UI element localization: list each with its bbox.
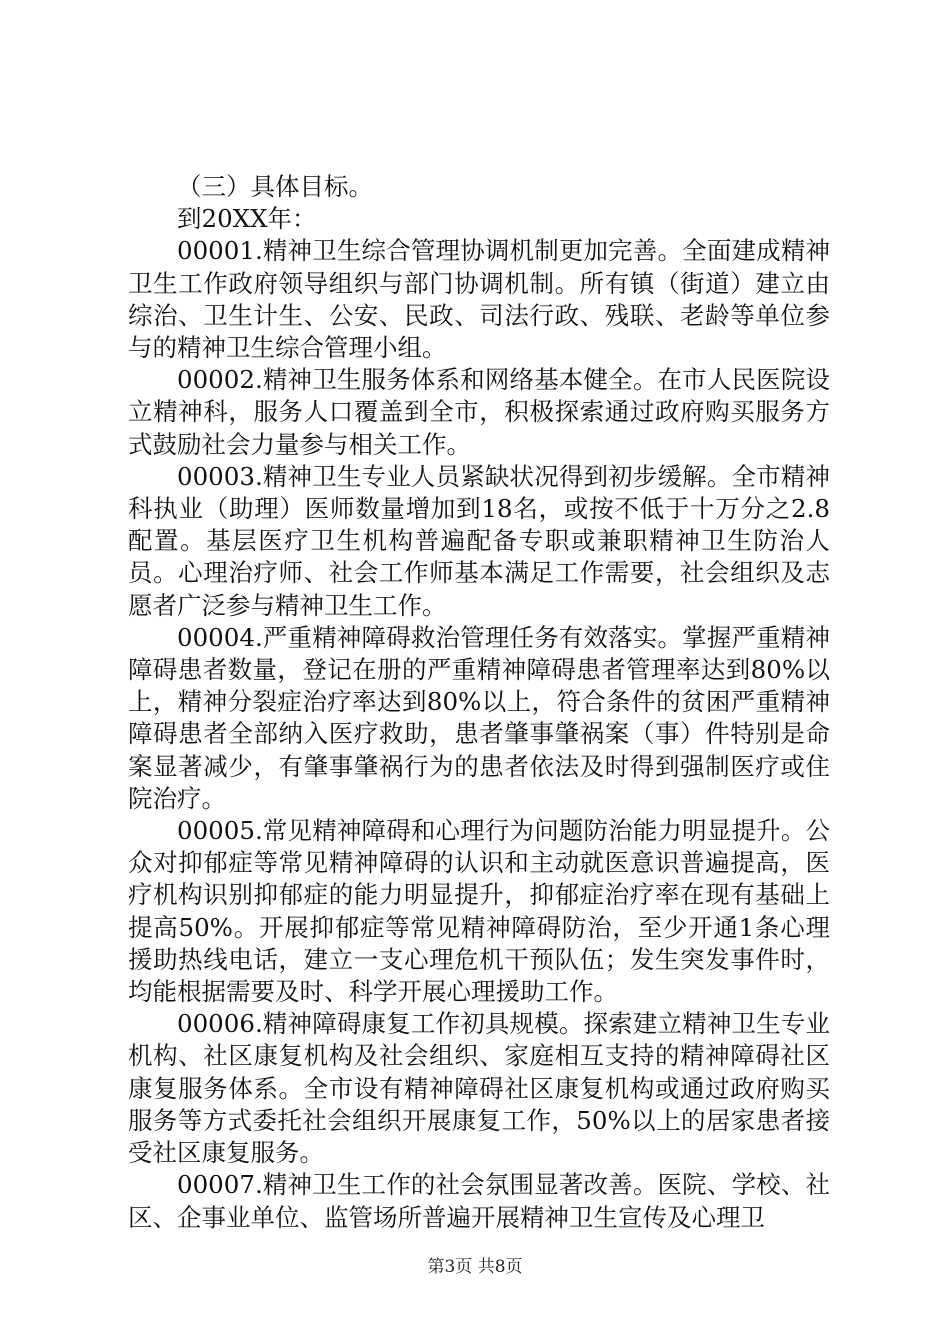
goal-paragraph-7: 00007.精神卫生工作的社会氛围显著改善。医院、学校、社区、企事业单位、监管场所普遍开展精神卫生宣传及心理卫 (128, 1170, 830, 1232)
document-body (128, 171, 830, 1234)
goal-paragraph-5: 00005.常见精神障碍和心理行为问题防治能力明显提升。公众对抑郁症等常见精神障碍的认识和主动就医意识普遍提高，医疗机构识别抑郁症的能力明显提升，抑郁症治疗率在现有基础上提高50%。开展抑郁症等常见精神障碍防治，至少开通1条心理援助热线电话，建立一支心理危机干预队伍；发生突发事件时，均能根据需要及时、科学开展心理援助工作。 (128, 816, 830, 1007)
goal-paragraph-2: 00002.精神卫生服务体系和网络基本健全。在市人民医院设立精神科，服务人口覆盖到全市，积极探索通过政府购买服务方式鼓励社会力量参与相关工作。 (128, 365, 830, 459)
year-line: 到20XX年： (177, 204, 317, 234)
goal-paragraph-1: 00001.精神卫生综合管理协调机制更加完善。全面建成精神卫生工作政府领导组织与部门协调机制。所有镇（街道）建立由综治、卫生计生、公安、民政、司法行政、残联、老龄等单位参与的精神卫生综合管理小组。 (128, 236, 830, 363)
goal-paragraph-4: 00004.严重精神障碍救治管理任务有效落实。掌握严重精神障碍患者数量，登记在册的严重精神障碍患者管理率达到80%以上，精神分裂症治疗率达到80%以上，符合条件的贫困严重精神障碍患者全部纳入医疗救助，患者肇事肇祸案（事）件特别是命案显著减少，有肇事肇祸行为的患者依法及时得到强制医疗或住院治疗。 (128, 622, 830, 813)
page-number-footer: 第3页 共8页 (427, 1257, 523, 1277)
goal-paragraph-3: 00003.精神卫生专业人员紧缺状况得到初步缓解。全市精神科执业（助理）医师数量增加到18名，或按不低于十万分之2.8配置。基层医疗卫生机构普遍配备专职或兼职精神卫生防治人员。心理治疗师、社会工作师基本满足工作需要，社会组织及志愿者广泛参与精神卫生工作。 (128, 461, 830, 620)
section-heading: （三）具体目标。 (177, 172, 373, 201)
goal-paragraph-6: 00006.精神障碍康复工作初具规模。探索建立精神卫生专业机构、社区康复机构及社会组织、家庭相互支持的精神障碍社区康复服务体系。全市设有精神障碍社区康复机构或通过政府购买服务等方式委托社会组织开展康复工作，50%以上的居家患者接受社区康复服务。 (128, 1009, 830, 1168)
